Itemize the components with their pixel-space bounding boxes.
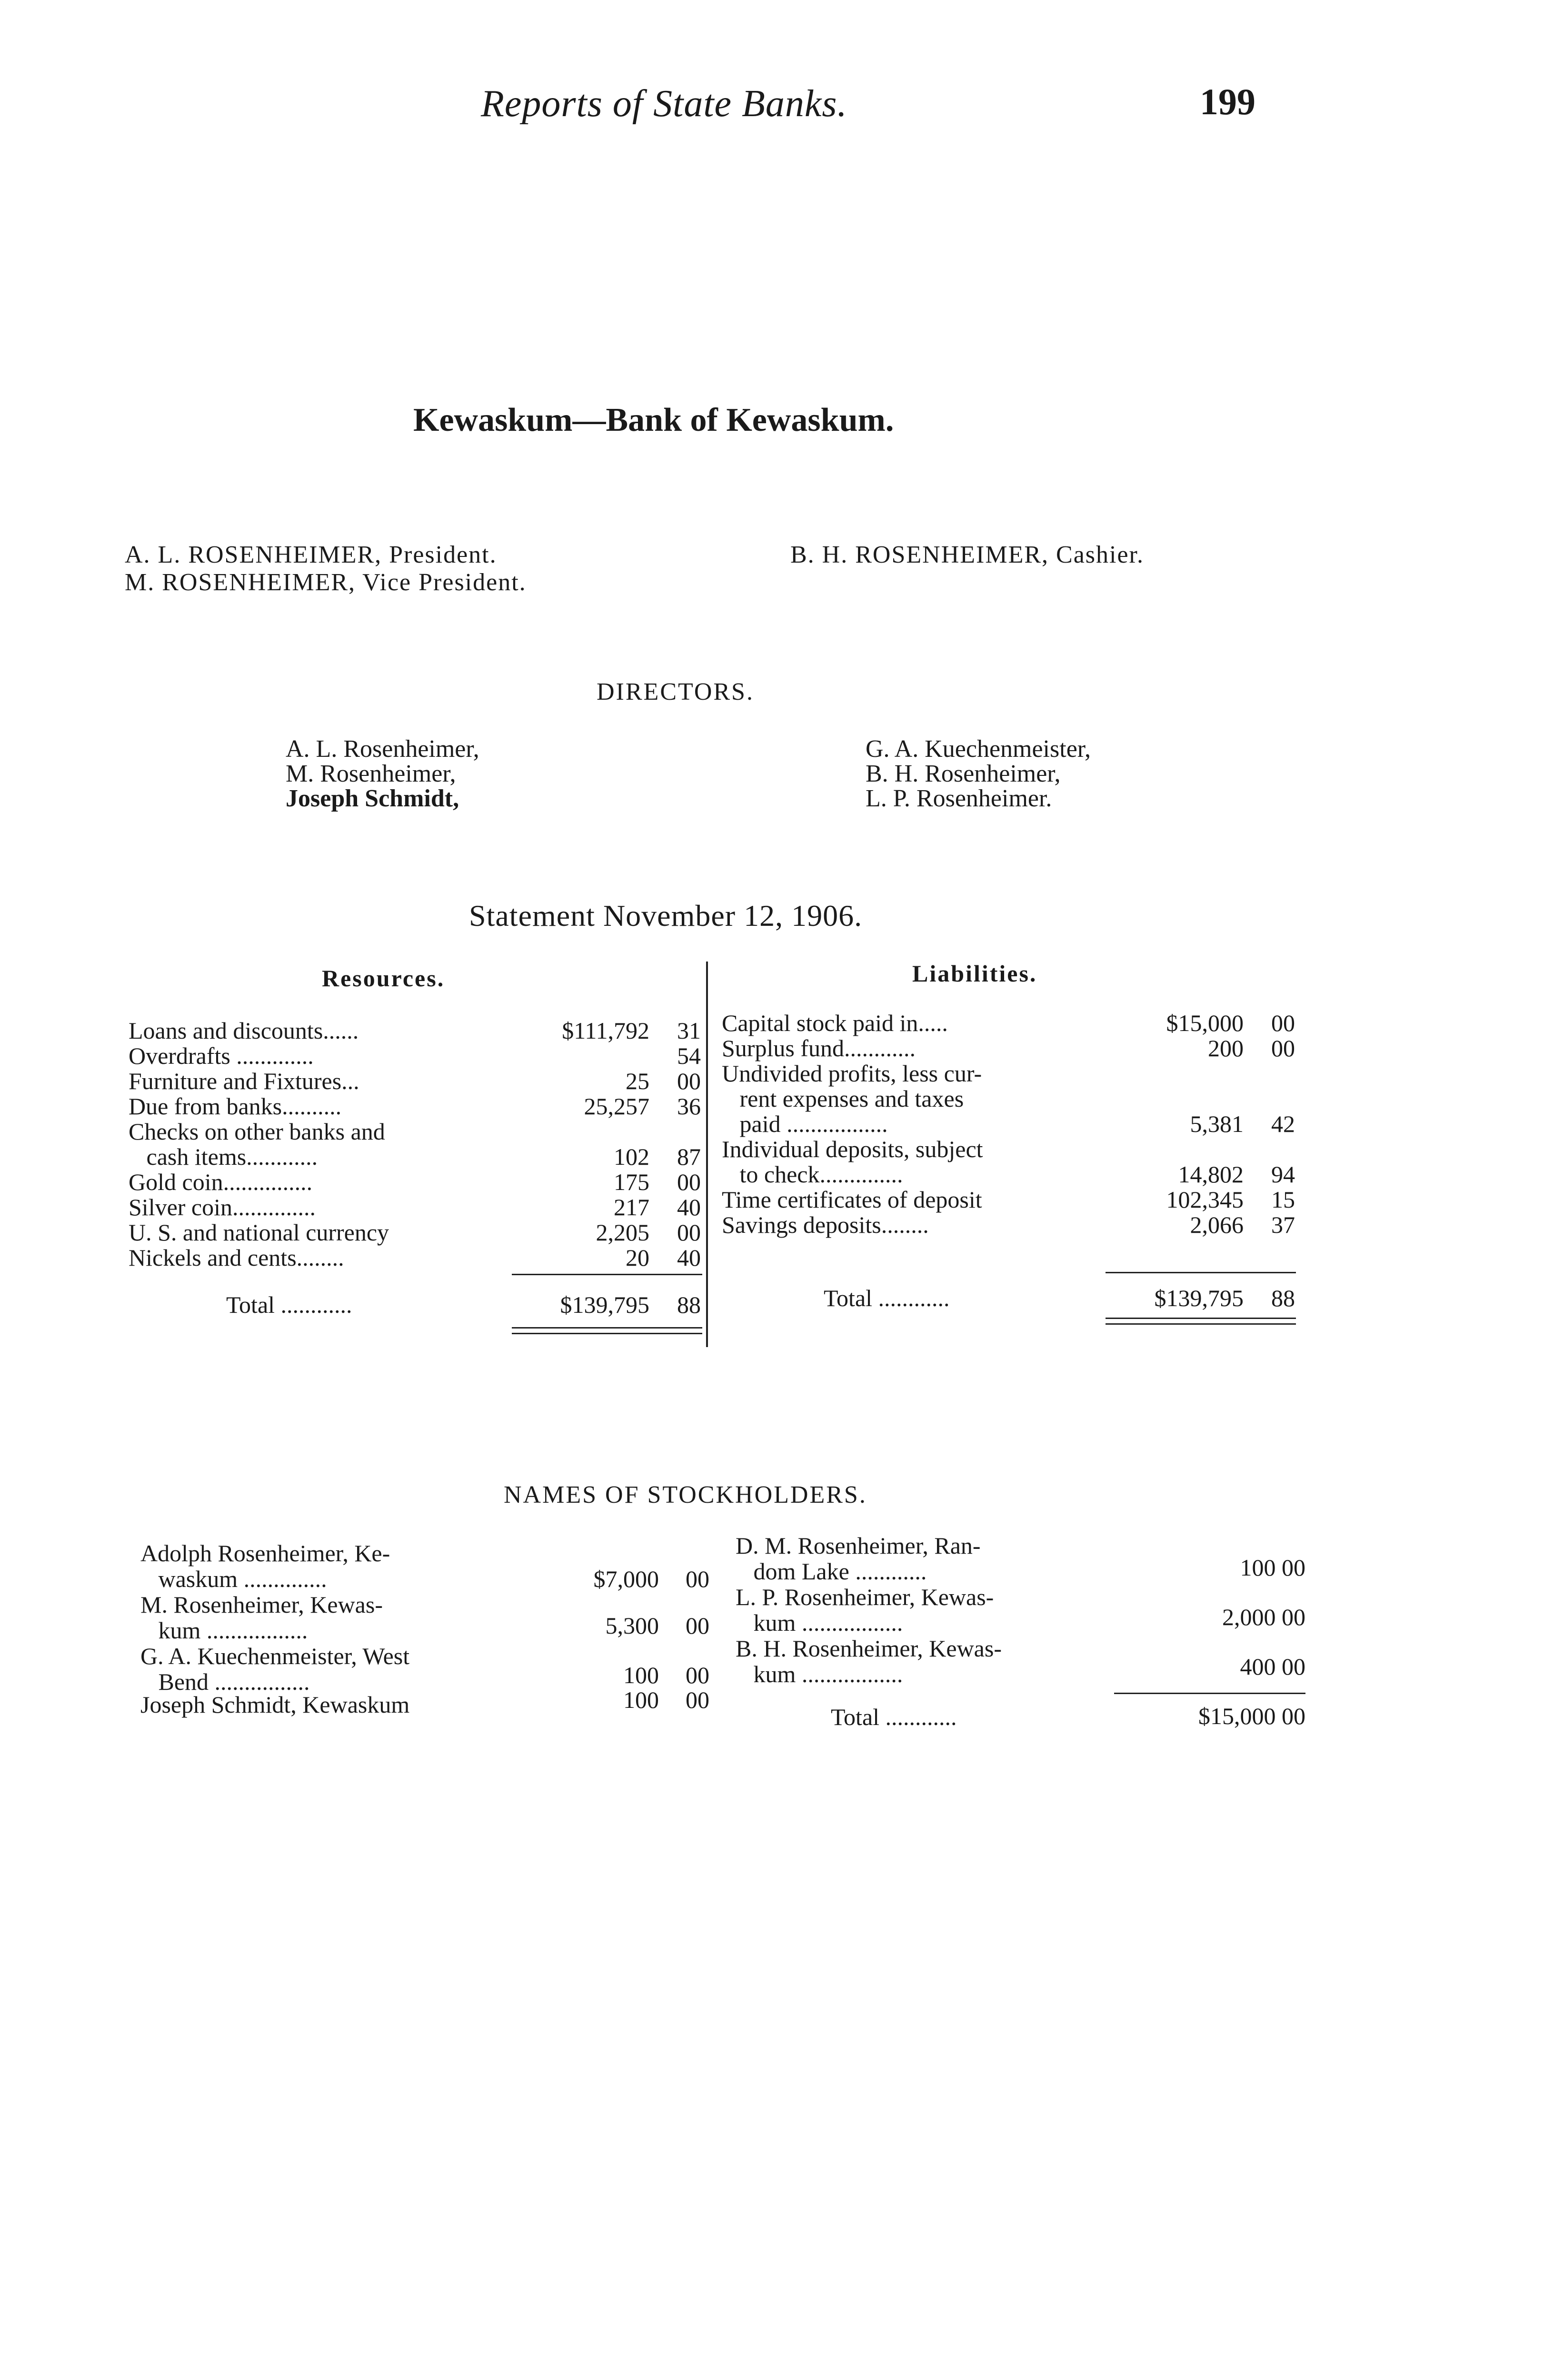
resource-label: Loans and discounts...... [129,1017,359,1044]
liability-label: Time certificates of deposit [722,1186,982,1213]
page-number: 199 [1200,81,1255,122]
liability-dollars: 200 [1208,1035,1244,1061]
liabilities-heading: Liabilities. [912,960,1037,987]
stockholder-name-cont: waskum .............. [140,1566,327,1592]
resource-label: Overdrafts ............. [129,1042,314,1069]
resource-label: Due from banks.......... [129,1093,342,1120]
resources-total-dollars: $139,795 [560,1291,649,1318]
liability-dollars: 5,381 [1190,1111,1244,1137]
resource-label: Silver coin.............. [129,1194,316,1220]
liability-cents: 15 [1271,1186,1295,1213]
liabilities-total-cents: 88 [1271,1285,1295,1311]
stockholder-name: M. Rosenheimer, Kewas- [140,1591,383,1618]
liability-label: to check.............. [722,1161,903,1188]
liability-label: paid ................. [722,1111,888,1137]
stockholder-name: Joseph Schmidt, Kewaskum [140,1691,410,1718]
stockholder-dollars: $7,000 [593,1566,659,1592]
director-right-1: G. A. Kuechenmeister, [866,735,1091,763]
column-divider [706,962,708,1347]
stockholder-name-cont: kum ................. [736,1661,903,1687]
stockholder-name: L. P. Rosenheimer, Kewas- [736,1584,994,1610]
resource-dollars: 175 [614,1169,649,1195]
liability-cents: 94 [1271,1161,1295,1188]
liability-dollars: 102,345 [1166,1186,1244,1213]
resource-dollars: 217 [614,1194,649,1220]
resource-cents: 00 [677,1219,701,1246]
resource-dollars: $111,792 [562,1017,649,1044]
resource-cents: 54 [677,1042,701,1069]
stockholder-name: G. A. Kuechenmeister, West [140,1643,410,1669]
stockholder-amount: 100 00 [1240,1554,1305,1581]
resource-dollars: 25,257 [584,1093,649,1120]
resources-total-cents: 88 [677,1291,701,1318]
total-rule [1106,1272,1296,1273]
running-head: Reports of State Banks. [481,83,847,125]
resource-label: Nickels and cents........ [129,1244,344,1271]
stockholder-name-cont: dom Lake ............ [736,1558,927,1585]
officer-vice-president: M. ROSENHEIMER, Vice President. [125,569,527,596]
liability-label: rent expenses and taxes [722,1085,964,1112]
stockholder-amount: 2,000 00 [1222,1604,1305,1630]
director-left-1: A. L. Rosenheimer, [286,735,479,763]
liabilities-total-dollars: $139,795 [1154,1285,1244,1311]
resource-label: Gold coin............... [129,1169,313,1195]
director-right-3: L. P. Rosenheimer. [866,785,1052,812]
stockholder-dollars: 5,300 [605,1612,659,1639]
resource-dollars: 102 [614,1143,649,1170]
stockholders-total-amount: $15,000 00 [1198,1703,1305,1729]
liability-dollars: 14,802 [1178,1161,1244,1188]
stockholder-amount: 400 00 [1240,1653,1305,1680]
stockholder-name-cont: kum ................. [140,1617,308,1644]
resource-cents: 40 [677,1194,701,1220]
liability-dollars: $15,000 [1166,1010,1244,1036]
resources-total-label: Total ............ [226,1291,352,1318]
stockholders-total-label: Total ............ [831,1704,957,1730]
stockholder-name-cont: kum ................. [736,1609,903,1636]
resource-cents: 87 [677,1143,701,1170]
stockholder-cents: 00 [686,1662,709,1688]
resource-cents: 31 [677,1017,701,1044]
liability-label: Individual deposits, subject [722,1136,983,1162]
resource-dollars: 20 [626,1244,649,1271]
liability-cents: 00 [1271,1035,1295,1061]
stockholder-cents: 00 [686,1566,709,1592]
director-left-3: Joseph Schmidt, [286,785,459,812]
stockholder-cents: 00 [686,1686,709,1713]
directors-heading: DIRECTORS. [597,678,754,705]
liability-label: Capital stock paid in..... [722,1010,948,1036]
officer-president: A. L. ROSENHEIMER, President. [125,541,497,568]
liability-cents: 37 [1271,1211,1295,1238]
resource-cents: 36 [677,1093,701,1120]
resource-label: Furniture and Fixtures... [129,1068,359,1094]
stockholder-name: D. M. Rosenheimer, Ran- [736,1532,981,1559]
resource-cents: 00 [677,1068,701,1094]
resource-dollars: 25 [626,1068,649,1094]
stockholder-dollars: 100 [623,1686,659,1713]
liability-label: Undivided profits, less cur- [722,1060,982,1087]
total-double-rule [1106,1323,1296,1325]
total-double-rule [512,1333,702,1334]
bank-title: Kewaskum—Bank of Kewaskum. [413,402,894,438]
stockholder-name: Adolph Rosenheimer, Ke- [140,1540,390,1567]
total-double-rule [1106,1318,1296,1319]
stockholder-cents: 00 [686,1612,709,1639]
total-double-rule [512,1327,702,1329]
liability-label: Savings deposits........ [722,1211,929,1238]
stockholder-dollars: 100 [623,1662,659,1688]
resource-label: cash items............ [129,1143,318,1170]
liability-cents: 00 [1271,1010,1295,1036]
total-rule [1114,1693,1305,1694]
stockholder-name: B. H. Rosenheimer, Kewas- [736,1635,1002,1662]
officer-cashier: B. H. ROSENHEIMER, Cashier. [790,541,1144,568]
resource-label: Checks on other banks and [129,1118,385,1145]
resource-cents: 00 [677,1169,701,1195]
director-right-2: B. H. Rosenheimer, [866,760,1061,787]
resources-heading: Resources. [322,965,445,992]
liability-label: Surplus fund............ [722,1035,916,1061]
stockholders-heading: NAMES OF STOCKHOLDERS. [504,1481,867,1508]
liability-dollars: 2,066 [1190,1211,1244,1238]
statement-title: Statement November 12, 1906. [469,899,863,932]
resource-label: U. S. and national currency [129,1219,389,1246]
total-rule [512,1274,702,1275]
liabilities-total-label: Total ............ [824,1285,950,1311]
liability-cents: 42 [1271,1111,1295,1137]
director-left-2: M. Rosenheimer, [286,760,456,787]
resource-cents: 40 [677,1244,701,1271]
stockholder-name-cont: Bend ................ [140,1668,310,1695]
resource-dollars: 2,205 [596,1219,649,1246]
